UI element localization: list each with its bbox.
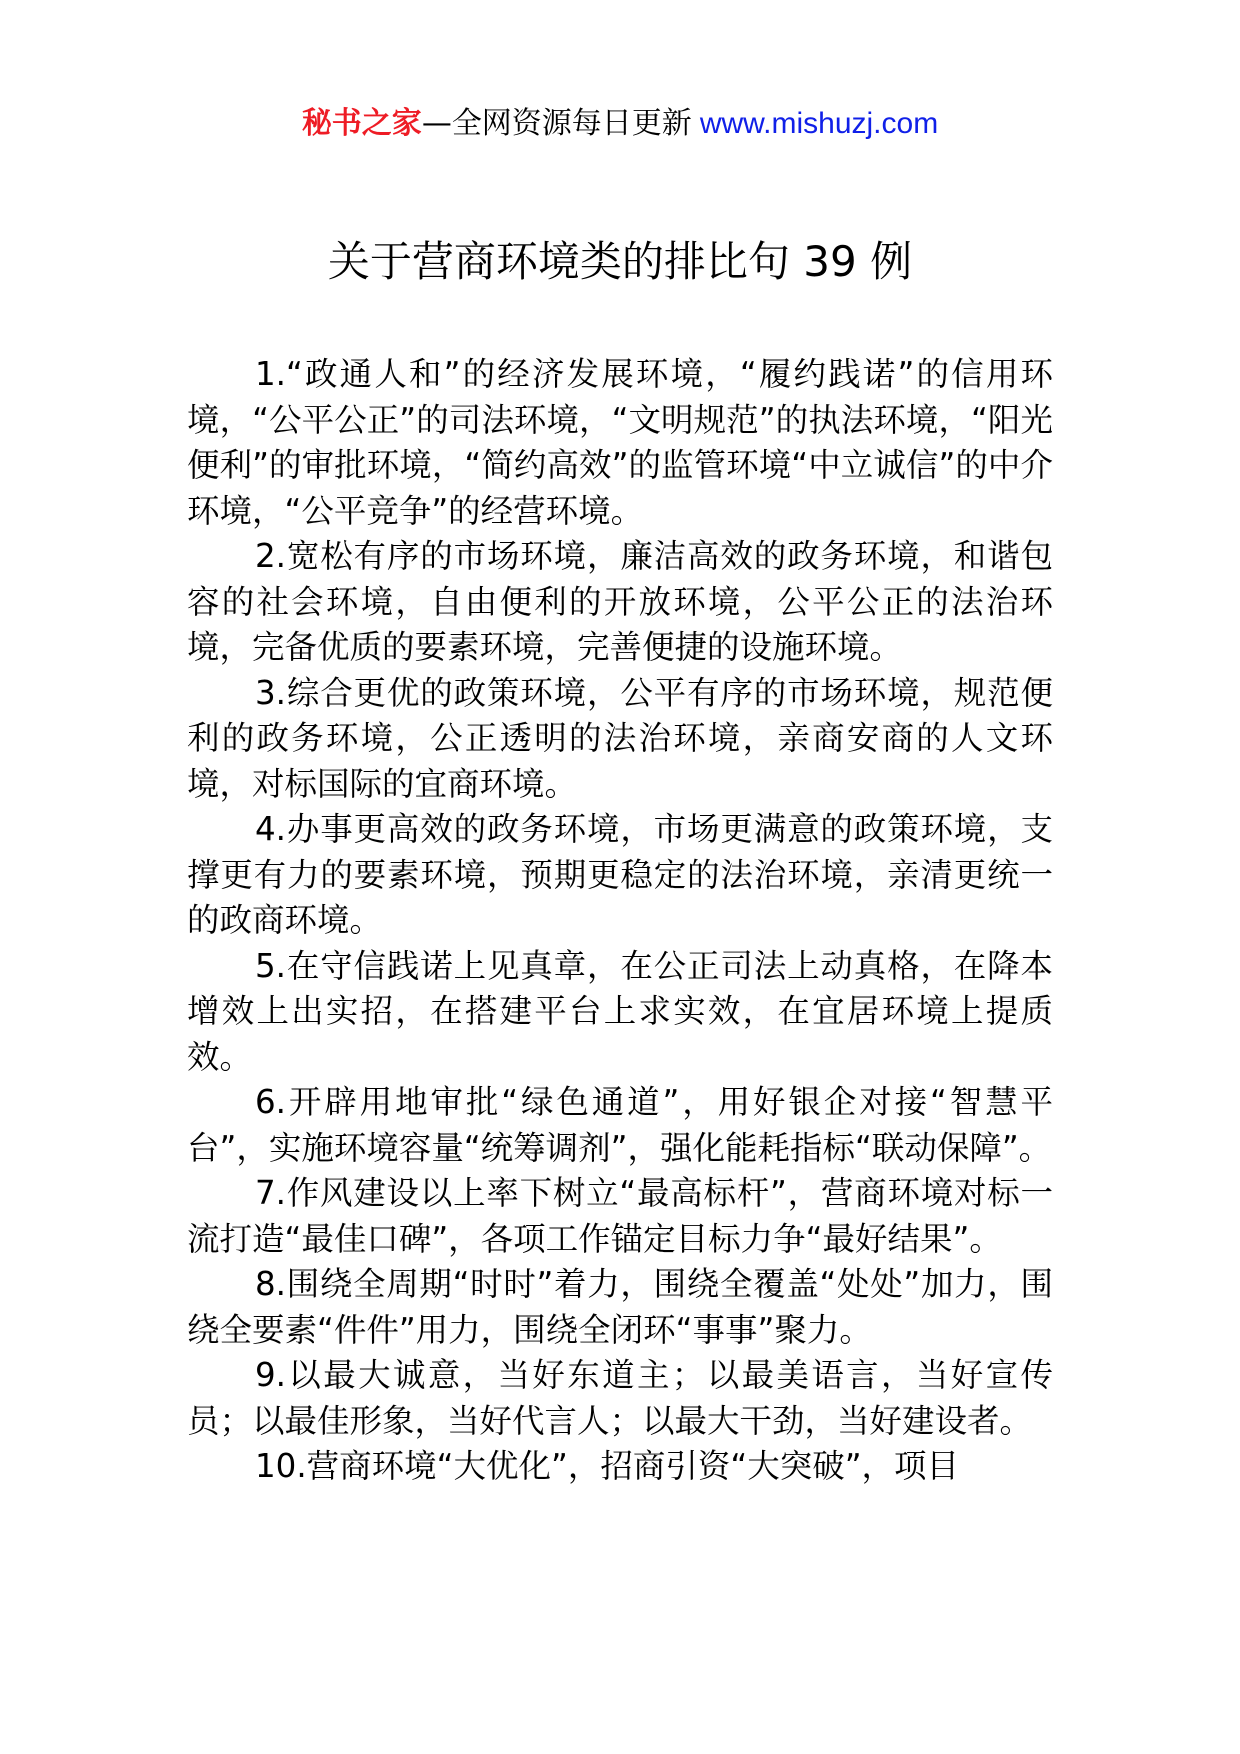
site-header	[0, 102, 1240, 146]
paragraph-5: 5.在守信践诺上见真章，在公正司法上动真格，在降本增效上出实招，在搭建平台上求实效，在宜居环境上提质效。	[187, 946, 1053, 1076]
paragraph-10: 10.营商环境“大优化”，招商引资“大突破”，项目	[255, 1447, 960, 1485]
paragraph-6: 6.开辟用地审批“绿色通道”，用好银企对接“智慧平台”，实施环境容量“统筹调剂”，强化能耗指标“联动保障”。	[187, 1083, 1053, 1167]
paragraph-9: 9.以最大诚意，当好东道主；以最美语言，当好宣传员；以最佳形象，当好代言人；以最大干劲，当好建设者。	[187, 1356, 1053, 1440]
paragraph-4: 4.办事更高效的政务环境，市场更满意的政策环境，支撑更有力的要素环境，预期更稳定的法治环境，亲清更统一的政商环境。	[187, 810, 1053, 939]
paragraph-1: 1.“政通人和”的经济发展环境，“履约践诺”的信用环境，“公平公正”的司法环境，“文明规范”的执法环境，“阳光便利”的审批环境，“简约高效”的监管环境“中立诚信”的中介环境，“公平竞争”的经营环境。	[187, 355, 1053, 530]
paragraph-8: 8.围绕全周期“时时”着力，围绕全覆盖“处处”加力，围绕全要素“件件”用力，围绕全闭环“事事”聚力。	[187, 1265, 1053, 1349]
site-url-link[interactable]: www.mishuzj.com	[699, 107, 939, 140]
paragraph-2: 2.宽松有序的市场环境，廉洁高效的政务环境，和谐包容的社会环境，自由便利的开放环境，公平公正的法治环境，完备优质的要素环境，完善便捷的设施环境。	[187, 537, 1053, 666]
document-body	[187, 352, 1053, 1490]
header-tagline: —全网资源每日更新	[421, 106, 692, 141]
paragraph-3: 3.综合更优的政策环境，公平有序的市场环境，规范便利的政务环境，公正透明的法治环境，亲商安商的人文环境，对标国际的宜商环境。	[187, 673, 1053, 803]
brand-name: 秘书之家	[301, 106, 422, 141]
document-title: 关于营商环境类的排比句 39 例	[327, 237, 913, 286]
paragraph-7: 7.作风建设以上率下树立“最高标杆”，营商环境对标一流打造“最佳口碑”，各项工作锚定目标力争“最好结果”。	[187, 1174, 1053, 1258]
